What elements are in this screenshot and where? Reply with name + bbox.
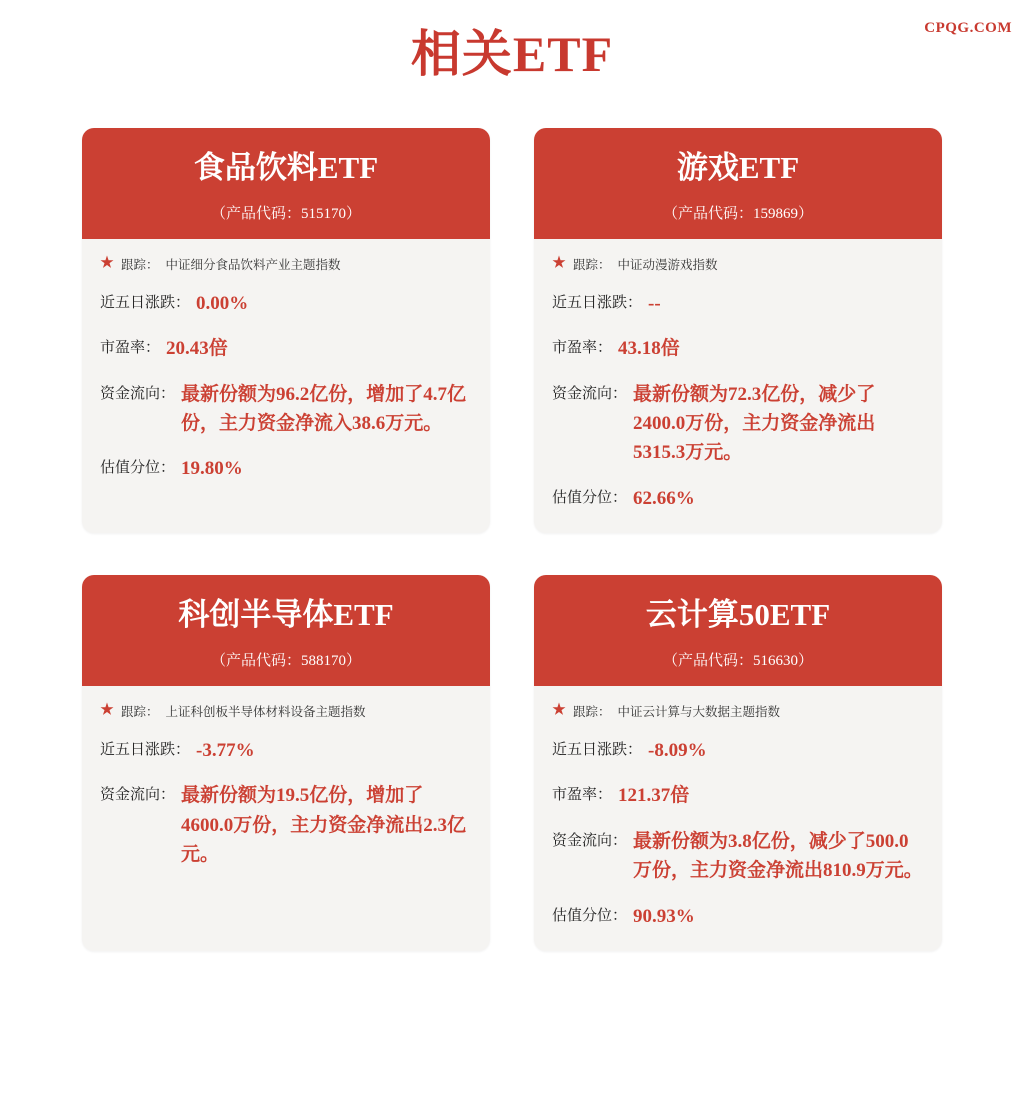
metric-label: 资金流向： <box>552 385 628 402</box>
metric-row-valuation-percentile <box>552 484 924 513</box>
metric-label: 资金流向： <box>552 832 628 849</box>
metric-value: 20.43倍 <box>166 338 228 360</box>
metric-value: -8.09% <box>648 739 707 761</box>
metric-value: -- <box>648 292 661 314</box>
metric-row-five-day-change <box>552 736 924 765</box>
etf-code: （产品代码：588170） <box>210 652 361 669</box>
metric-value: 最新份额为19.5亿份，增加了4600.0万份，主力资金净流出2.3亿元。 <box>181 785 467 866</box>
site-watermark: CPQG.COM <box>924 20 1012 36</box>
etf-name: 科创半导体ETF <box>178 597 394 633</box>
etf-card-header <box>534 575 942 686</box>
tracking-index-name: 中证云计算与大数据主题指数 <box>617 704 781 719</box>
etf-card[interactable] <box>534 575 942 951</box>
tracking-index-row <box>100 702 472 720</box>
tracking-label: 跟踪： <box>573 704 611 719</box>
tracking-label: 跟踪： <box>121 704 159 719</box>
metric-row-valuation-percentile <box>100 454 472 483</box>
metric-label: 资金流向： <box>100 385 176 402</box>
tracking-index-row <box>100 255 472 273</box>
etf-code: （产品代码：159869） <box>662 205 813 222</box>
metric-value: 19.80% <box>181 458 243 480</box>
etf-name: 云计算50ETF <box>645 597 831 633</box>
etf-name: 食品饮料ETF <box>193 150 379 185</box>
etf-card-grid <box>82 128 942 951</box>
tracking-index-row <box>552 702 924 720</box>
metric-row-valuation-percentile <box>552 902 924 931</box>
metric-label: 近五日涨跌： <box>552 741 643 758</box>
metric-label: 近五日涨跌： <box>100 741 191 758</box>
etf-card-body <box>82 686 490 890</box>
tracking-index-name: 中证动漫游戏指数 <box>617 257 718 272</box>
tracking-label: 跟踪： <box>573 257 611 272</box>
etf-card-header <box>534 128 942 239</box>
metric-row-five-day-change <box>100 289 472 318</box>
metric-label: 资金流向： <box>100 787 176 804</box>
etf-name: 游戏ETF <box>676 150 800 185</box>
metric-row-five-day-change <box>552 289 924 318</box>
metric-label: 估值分位： <box>100 460 176 477</box>
metric-label: 估值分位： <box>552 907 628 924</box>
metric-label: 估值分位： <box>552 489 628 506</box>
metric-row-pe-ratio <box>552 334 924 363</box>
metric-row-fund-flow <box>552 380 924 468</box>
metric-value: 最新份额为3.8亿份，减少了500.0万份，主力资金净流出810.9万元。 <box>633 830 923 882</box>
metric-value: 最新份额为72.3亿份，减少了2400.0万份，主力资金净流出5315.3万元。 <box>633 383 876 464</box>
metric-row-pe-ratio <box>552 781 924 810</box>
metric-row-five-day-change <box>100 736 472 765</box>
tracking-label: 跟踪： <box>121 257 159 272</box>
metric-value: -3.77% <box>196 739 255 761</box>
star-icon: ★ <box>100 702 114 718</box>
metric-label: 近五日涨跌： <box>552 294 643 311</box>
page-title: 相关ETF <box>410 26 614 82</box>
metric-label: 市盈率： <box>100 340 161 357</box>
metric-row-fund-flow <box>100 781 472 869</box>
metric-value: 0.00% <box>196 292 249 314</box>
etf-card-header <box>82 128 490 239</box>
star-icon: ★ <box>552 702 566 718</box>
etf-card-body <box>534 239 942 534</box>
metric-value: 62.66% <box>633 487 695 509</box>
star-icon: ★ <box>552 255 566 271</box>
metric-value: 最新份额为96.2亿份，增加了4.7亿份，主力资金净流入38.6万元。 <box>181 383 467 434</box>
etf-card-body <box>82 239 490 504</box>
metric-label: 市盈率： <box>552 340 613 357</box>
etf-card[interactable] <box>82 575 490 951</box>
tracking-index-row <box>552 255 924 273</box>
metric-value: 90.93% <box>633 905 695 927</box>
tracking-index-name: 中证细分食品饮料产业主题指数 <box>165 257 341 272</box>
etf-card-header <box>82 575 490 686</box>
metric-label: 近五日涨跌： <box>100 294 191 311</box>
star-icon: ★ <box>100 255 114 271</box>
metric-label: 市盈率： <box>552 787 613 804</box>
metric-row-pe-ratio <box>100 334 472 363</box>
metric-row-fund-flow <box>100 380 472 439</box>
metric-row-fund-flow <box>552 827 924 886</box>
etf-card[interactable] <box>534 128 942 533</box>
etf-code: （产品代码：515170） <box>210 205 361 222</box>
etf-card[interactable] <box>82 128 490 533</box>
etf-card-body <box>534 686 942 951</box>
metric-value: 43.18倍 <box>618 338 680 360</box>
metric-value: 121.37倍 <box>618 785 690 807</box>
etf-code: （产品代码：516630） <box>662 652 813 669</box>
tracking-index-name: 上证科创板半导体材料设备主题指数 <box>165 704 366 719</box>
